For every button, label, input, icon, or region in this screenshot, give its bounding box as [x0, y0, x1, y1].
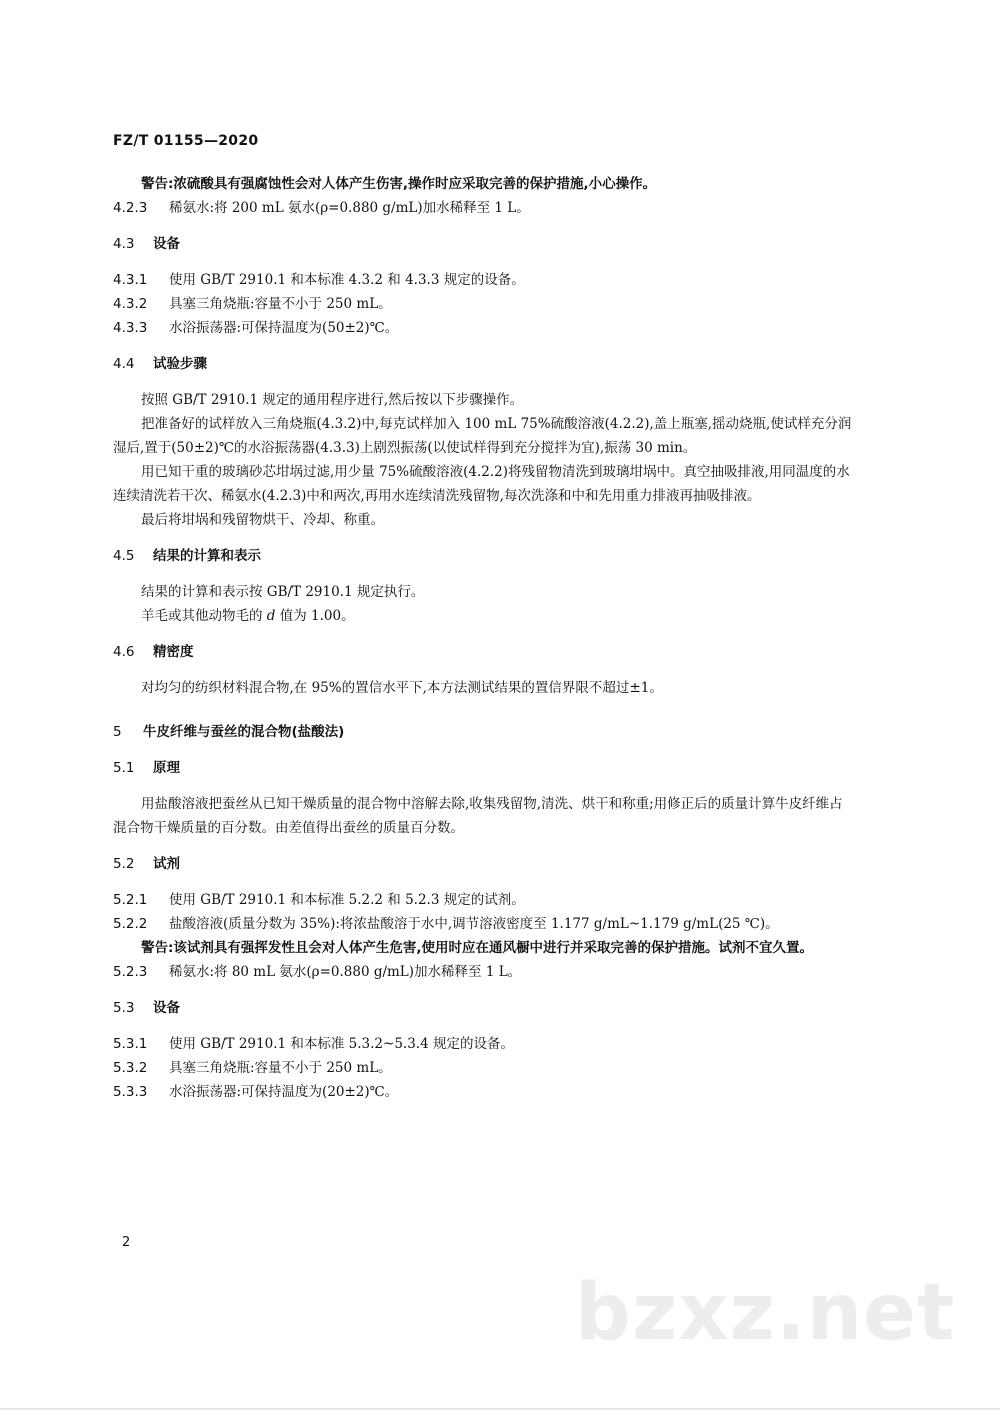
- clause-4-2-3: 4.2.3 稀氨水:将 200 mL 氨水(ρ=0.880 g/mL)加水稀释至 1 L。: [113, 200, 530, 216]
- clause-5-3-1: 5.3.1 使用 GB/T 2910.1 和本标准 5.3.2~5.3.4 规定的设备。: [113, 1036, 514, 1052]
- section-heading-4-6: 4.6 精密度: [113, 644, 194, 660]
- watermark: bzxz.net: [575, 1268, 956, 1358]
- paragraph: 羊毛或其他动物毛的 d 值为 1.00。: [141, 608, 355, 624]
- clause-5-2-1: 5.2.1 使用 GB/T 2910.1 和本标准 5.2.2 和 5.2.3 规定的试剂。: [113, 892, 525, 908]
- paragraph: 按照 GB/T 2910.1 规定的通用程序进行,然后按以下步骤操作。: [141, 392, 524, 408]
- chapter-heading-5: 5 牛皮纤维与蚕丝的混合物(盐酸法): [113, 724, 345, 740]
- paragraph: 结果的计算和表示按 GB/T 2910.1 规定执行。: [141, 584, 425, 600]
- section-heading-5-1: 5.1 原理: [113, 760, 180, 776]
- section-heading-5-3: 5.3 设备: [113, 1000, 180, 1016]
- paragraph: 最后将坩埚和残留物烘干、冷却、称重。: [141, 512, 384, 528]
- clause-5-3-3: 5.3.3 水浴振荡器:可保持温度为(20±2)℃。: [113, 1084, 399, 1100]
- paragraph: 把准备好的试样放入三角烧瓶(4.3.2)中,每克试样加入 100 mL 75%硫酸溶液(4.2.2),盖上瓶塞,摇动烧瓶,使试样充分润湿后,置于(50±2)℃的水浴振荡器(4.3.3)上剧烈振荡(以使试样得到充分搅拌为宜),振荡 30 min。: [113, 416, 852, 456]
- warning-paragraph: 警告:该试剂具有强挥发性且会对人体产生危害,使用时应在通风橱中进行并采取完善的保护措施。试剂不宜久置。: [141, 940, 814, 956]
- clause-5-3-2: 5.3.2 具塞三角烧瓶:容量不小于 250 mL。: [113, 1060, 392, 1076]
- paragraph: 对均匀的纺织材料混合物,在 95%的置信水平下,本方法测试结果的置信界限不超过±1。: [141, 680, 663, 696]
- doc-code-header: FZ/T 01155—2020: [113, 133, 259, 149]
- section-heading-4-4: 4.4 试验步骤: [113, 356, 207, 372]
- page-number: 2: [122, 1235, 131, 1250]
- clause-4-3-3: 4.3.3 水浴振荡器:可保持温度为(50±2)℃。: [113, 320, 399, 336]
- section-heading-5-2: 5.2 试剂: [113, 856, 180, 872]
- paragraph: 用盐酸溶液把蚕丝从已知干燥质量的混合物中溶解去除,收集残留物,清洗、烘干和称重;用修正后的质量计算牛皮纤维占混合物干燥质量的百分数。由差值得出蚕丝的质量百分数。: [113, 796, 843, 836]
- section-heading-4-5: 4.5 结果的计算和表示: [113, 548, 261, 564]
- clause-4-3-2: 4.3.2 具塞三角烧瓶:容量不小于 250 mL。: [113, 296, 392, 312]
- paragraph: 用已知干重的玻璃砂芯坩埚过滤,用少量 75%硫酸溶液(4.2.2)将残留物清洗到玻璃坩埚中。真空抽吸排液,用同温度的水连续清洗若干次、稀氨水(4.2.3)中和两次,再用水连续清洗残留物,每次洗涤和中和先用重力排液再抽吸排液。: [113, 464, 850, 504]
- warning-paragraph: 警告:浓硫酸具有强腐蚀性会对人体产生伤害,操作时应采取完善的保护措施,小心操作。: [141, 176, 657, 192]
- clause-5-2-2: 5.2.2 盐酸溶液(质量分数为 35%):将浓盐酸溶于水中,调节溶液密度至 1.177 g/mL~1.179 g/mL(25 ℃)。: [113, 916, 779, 932]
- document-body: [113, 172, 855, 1104]
- section-heading-4-3: 4.3 设备: [113, 236, 180, 252]
- page-bottom-divider: [0, 1408, 1000, 1410]
- clause-4-3-1: 4.3.1 使用 GB/T 2910.1 和本标准 4.3.2 和 4.3.3 规定的设备。: [113, 272, 525, 288]
- clause-5-2-3: 5.2.3 稀氨水:将 80 mL 氨水(ρ=0.880 g/mL)加水稀释至 1 L。: [113, 964, 522, 980]
